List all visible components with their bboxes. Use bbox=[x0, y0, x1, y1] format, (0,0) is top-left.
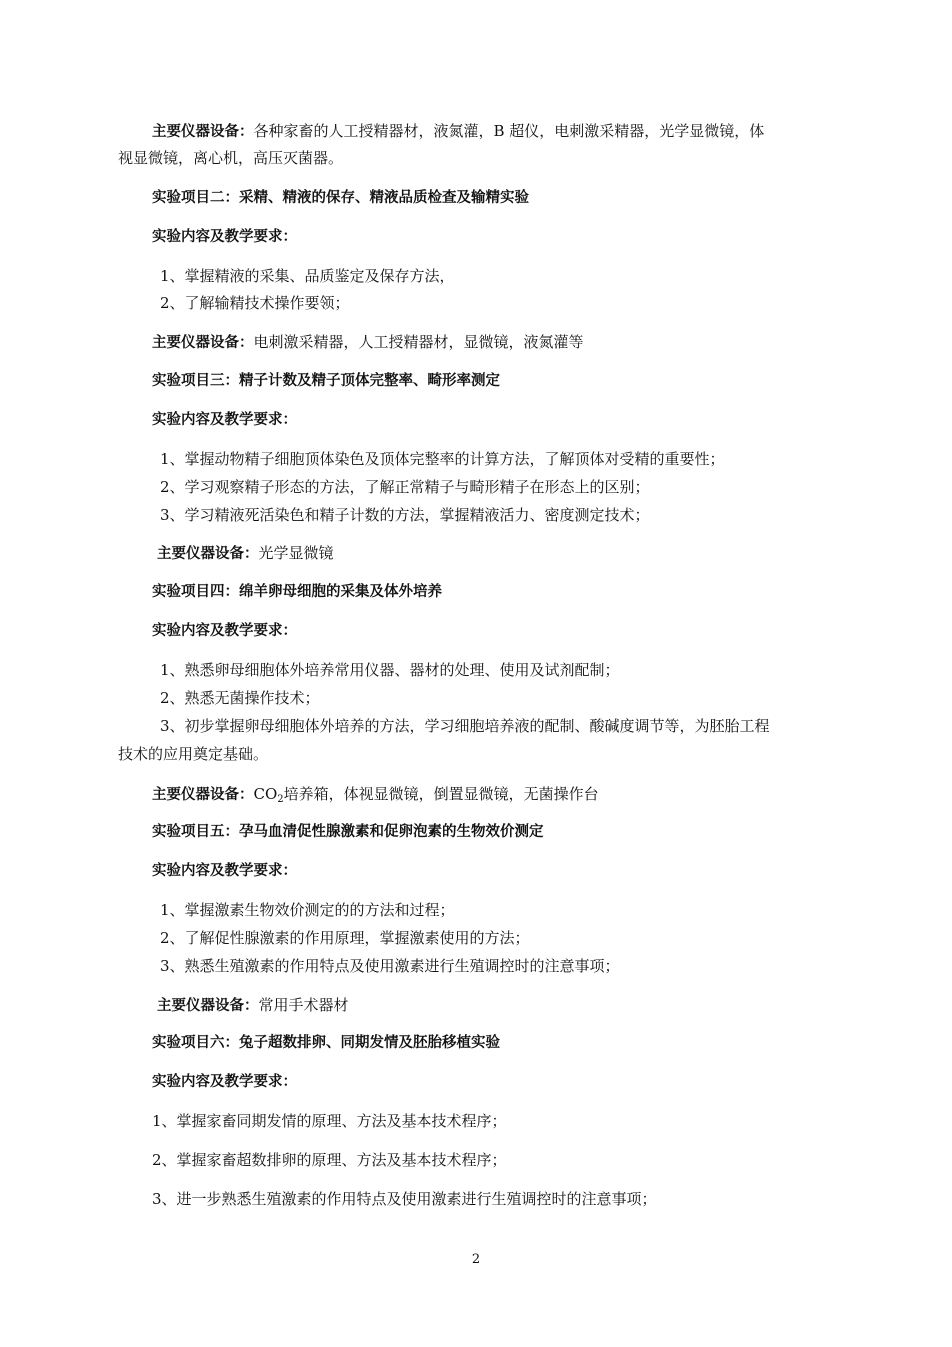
list-item: 1、掌握激素生物效价测定的的方法和过程； bbox=[160, 901, 455, 919]
requirements-heading: 实验内容及教学要求： bbox=[152, 623, 297, 639]
equipment-line bbox=[0, 332, 952, 353]
equipment-text: 培养箱，体视显微镜，倒置显微镜，无菌操作台 bbox=[283, 785, 599, 803]
list-item: 3、熟悉生殖激素的作用特点及使用激素进行生殖调控时的注意事项； bbox=[160, 957, 620, 975]
equipment-label: 主要仪器设备： bbox=[157, 546, 259, 562]
equipment-text: 电刺激采精器，人工授精器材，显微镜，液氮灌等 bbox=[253, 333, 584, 351]
equipment-line bbox=[0, 784, 952, 810]
equipment-text: 常用手术器材 bbox=[258, 996, 349, 1014]
list-item: 2、熟悉无菌操作技术； bbox=[160, 689, 320, 707]
project-title: 实验项目二：采精、精液的保存、精液品质检查及输精实验 bbox=[152, 190, 529, 206]
list-item: 1、掌握动物精子细胞顶体染色及顶体完整率的计算方法，了解顶体对受精的重要性； bbox=[160, 450, 725, 468]
equipment-label: 主要仪器设备： bbox=[152, 787, 254, 803]
requirements-heading: 实验内容及教学要求： bbox=[152, 863, 297, 879]
list-item: 1、掌握精液的采集、品质鉴定及保存方法， bbox=[160, 267, 455, 285]
requirements-heading: 实验内容及教学要求： bbox=[152, 1074, 297, 1090]
project-title: 实验项目六：兔子超数排卵、同期发情及胚胎移植实验 bbox=[152, 1035, 500, 1051]
page-number: 2 bbox=[471, 1252, 481, 1267]
requirements-heading: 实验内容及教学要求： bbox=[152, 412, 297, 428]
project-title: 实验项目五：孕马血清促性腺激素和促卵泡素的生物效价测定 bbox=[152, 824, 544, 840]
co2-text: CO bbox=[253, 785, 278, 803]
equipment-line bbox=[0, 121, 952, 142]
equipment-text: 光学显微镜 bbox=[258, 544, 334, 562]
equipment-label: 主要仪器设备： bbox=[157, 998, 259, 1014]
list-item: 3、初步掌握卵母细胞体外培养的方法，学习细胞培养液的配制、酸碱度调节等，为胚胎工程 bbox=[160, 717, 770, 735]
requirements-heading: 实验内容及教学要求： bbox=[152, 229, 297, 245]
equipment-text-cont: 视显微镜，离心机，高压灭菌器。 bbox=[118, 149, 344, 167]
equipment-line bbox=[0, 543, 952, 564]
equipment-text: 各种家畜的人工授精器材，液氮灌，B 超仪，电刺激采精器，光学显微镜，体 bbox=[253, 122, 765, 140]
list-item: 2、掌握家畜超数排卵的原理、方法及基本技术程序； bbox=[152, 1151, 507, 1169]
project-title: 实验项目三：精子计数及精子顶体完整率、畸形率测定 bbox=[152, 373, 500, 389]
list-item: 3、学习精液死活染色和精子计数的方法，掌握精液活力、密度测定技术； bbox=[160, 506, 650, 524]
list-item: 2、了解促性腺激素的作用原理，掌握激素使用的方法； bbox=[160, 929, 530, 947]
list-item: 3、进一步熟悉生殖激素的作用特点及使用激素进行生殖调控时的注意事项； bbox=[152, 1190, 657, 1208]
list-item-cont: 技术的应用奠定基础。 bbox=[118, 745, 269, 763]
project-title: 实验项目四：绵羊卵母细胞的采集及体外培养 bbox=[152, 584, 442, 600]
list-item: 2、了解输精技术操作要领； bbox=[160, 294, 350, 312]
equipment-label: 主要仪器设备： bbox=[152, 124, 254, 140]
equipment-line bbox=[0, 995, 952, 1016]
list-item: 1、熟悉卵母细胞体外培养常用仪器、器材的处理、使用及试剂配制； bbox=[160, 661, 620, 679]
list-item: 2、学习观察精子形态的方法，了解正常精子与畸形精子在形态上的区别； bbox=[160, 478, 650, 496]
list-item: 1、掌握家畜同期发情的原理、方法及基本技术程序； bbox=[152, 1112, 507, 1130]
co2-subscript: 2 bbox=[277, 794, 284, 805]
equipment-label: 主要仪器设备： bbox=[152, 335, 254, 351]
